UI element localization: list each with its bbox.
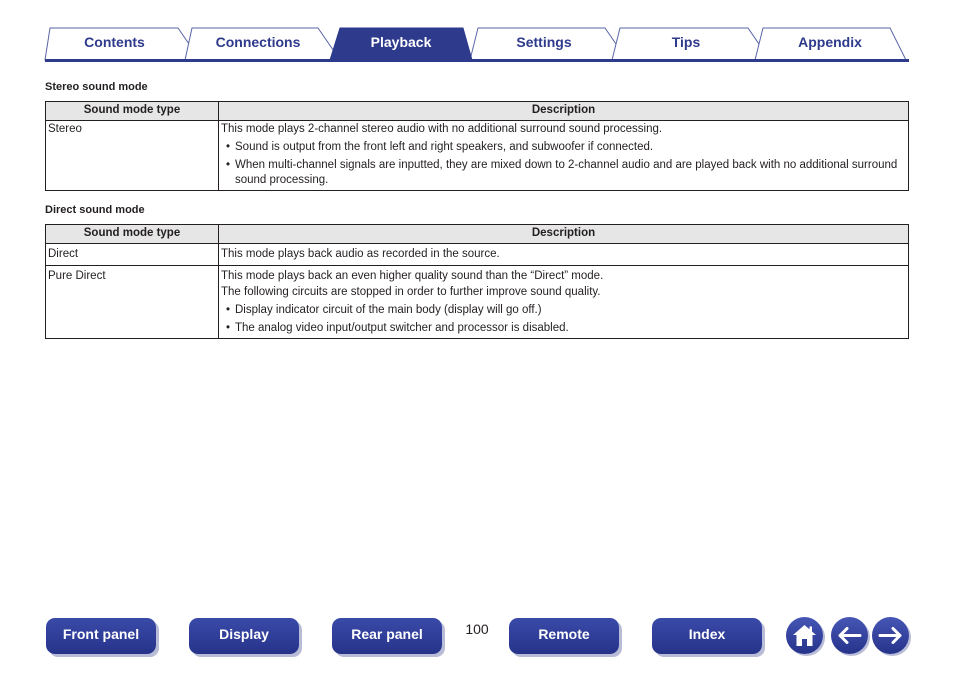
- description-cell: This mode plays back audio as recorded in the source.: [219, 244, 909, 266]
- column-header-description: Description: [219, 102, 909, 121]
- tab-appendix[interactable]: Appendix: [798, 34, 862, 50]
- bullet-marker: •: [225, 304, 231, 316]
- mode-type-cell: Stereo: [46, 121, 219, 191]
- bullet-item: [221, 140, 906, 155]
- tab-connections[interactable]: Connections: [215, 34, 301, 50]
- column-header-description: Description: [219, 225, 909, 244]
- bullet-marker: •: [225, 141, 231, 153]
- mode-type-cell: Pure Direct: [46, 266, 219, 339]
- direct-section-title: Direct sound mode: [45, 204, 145, 216]
- description-line: This mode plays 2-channel stereo audio with no additional surround sound processing.: [221, 123, 663, 135]
- front-panel-button[interactable]: Front panel: [46, 618, 156, 654]
- table-header-row: [46, 102, 909, 121]
- next-page-button[interactable]: [872, 617, 909, 654]
- arrow-right-icon: [872, 617, 909, 654]
- remote-button[interactable]: Remote: [509, 618, 619, 654]
- bullet-item: [221, 158, 906, 188]
- description-line: The following circuits are stopped in order to further improve sound quality.: [221, 286, 601, 298]
- home-button[interactable]: [786, 617, 823, 654]
- bullet-text: When multi-channel signals are inputted, they are mixed down to 2-channel audio and are played back with no additional surround sound processing.: [235, 159, 898, 186]
- tab-settings[interactable]: Settings: [516, 34, 572, 50]
- arrow-left-icon: [831, 617, 868, 654]
- bullet-item: [221, 303, 906, 318]
- bullet-text: Display indicator circuit of the main body (display will go off.): [235, 304, 542, 316]
- bullet-text: Sound is output from the front left and right speakers, and subwoofer if connected.: [235, 141, 654, 153]
- bullet-item: [221, 321, 906, 336]
- column-header-type: Sound mode type: [46, 225, 219, 244]
- table-row: [46, 121, 909, 191]
- direct-table: [45, 224, 909, 339]
- table-header-row: [46, 225, 909, 244]
- tab-shapes: [0, 0, 954, 64]
- tab-contents[interactable]: Contents: [84, 34, 145, 50]
- index-button[interactable]: Index: [652, 618, 762, 654]
- tab-playback[interactable]: Playback: [370, 34, 432, 50]
- bullet-text: The analog video input/output switcher and processor is disabled.: [235, 322, 569, 334]
- table-row: [46, 266, 909, 339]
- mode-type-cell: Direct: [46, 244, 219, 266]
- previous-page-button[interactable]: [831, 617, 868, 654]
- bullet-marker: •: [225, 322, 231, 334]
- top-tab-bar: [0, 0, 954, 64]
- rear-panel-button[interactable]: Rear panel: [332, 618, 442, 654]
- page-number: 100: [465, 621, 489, 637]
- home-icon: [786, 617, 823, 654]
- column-header-type: Sound mode type: [46, 102, 219, 121]
- stereo-table: [45, 101, 909, 191]
- description-cell: [219, 121, 909, 191]
- tab-tips[interactable]: Tips: [671, 34, 701, 50]
- stereo-section-title: Stereo sound mode: [45, 81, 148, 93]
- table-row: [46, 244, 909, 266]
- display-button[interactable]: Display: [189, 618, 299, 654]
- bullet-marker: •: [225, 159, 231, 171]
- description-line: This mode plays back an even higher quality sound than the “Direct” mode.: [221, 270, 604, 282]
- description-cell: [219, 266, 909, 339]
